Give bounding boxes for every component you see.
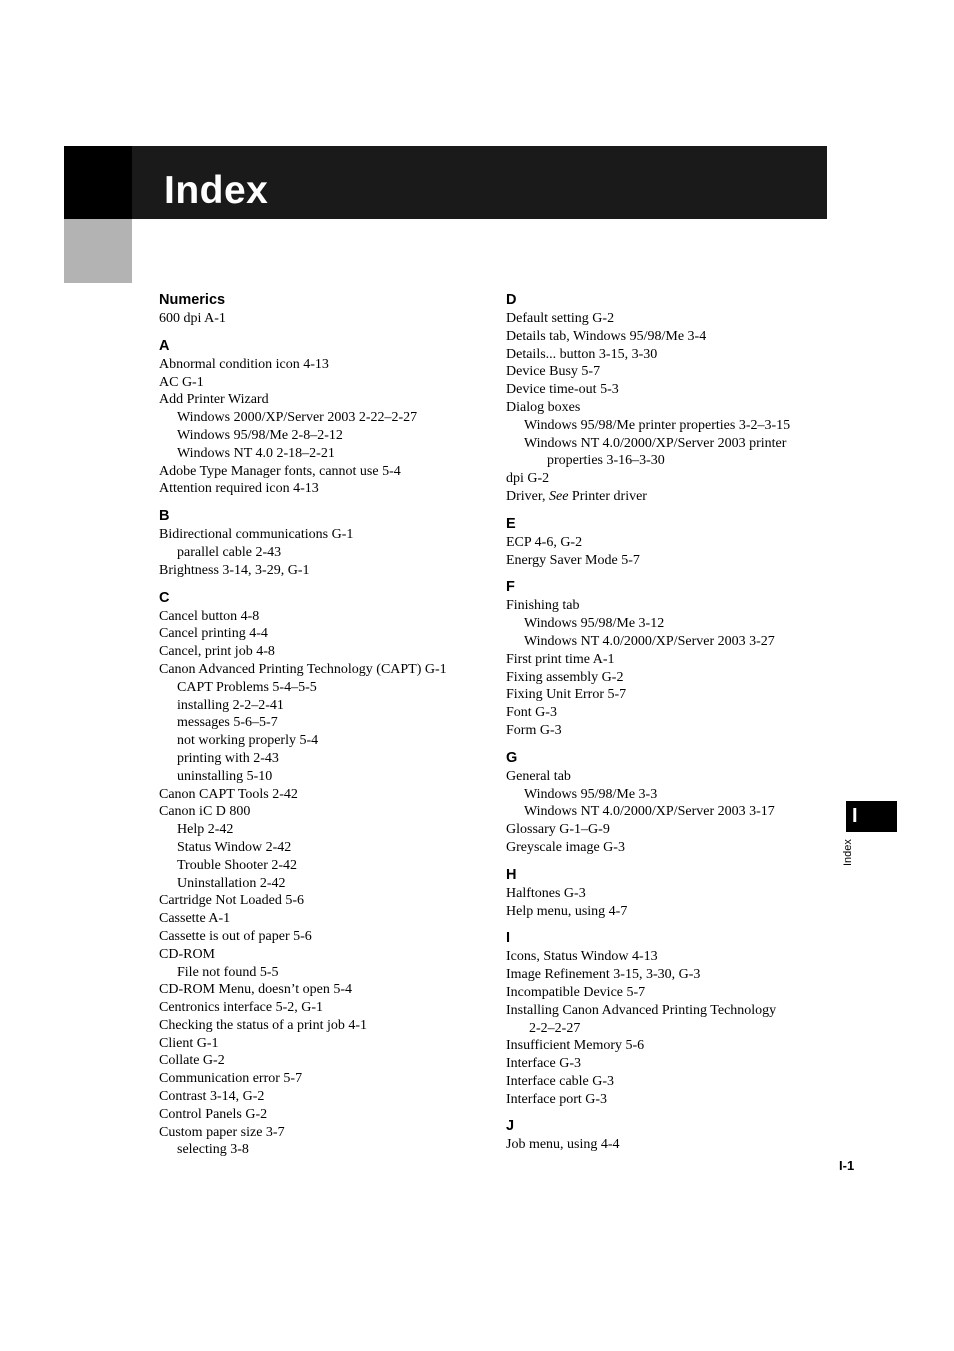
index-entry: 600 dpi A-1: [159, 311, 226, 326]
index-subentry: Windows NT 4.0/2000/XP/Server 2003 3-17: [524, 804, 775, 820]
index-entry: Cancel button 4-8: [159, 608, 260, 624]
section-heading: A: [159, 337, 170, 354]
index-subentry: not working properly 5-4: [177, 733, 319, 749]
index-subentry: Uninstallation 2-42: [177, 875, 286, 891]
index-entry: Cassette A-1: [159, 911, 231, 927]
index-entry: Form G-3: [506, 722, 562, 738]
index-entry: General tab: [506, 768, 571, 784]
index-entry: Bidirectional communications G-1: [159, 527, 354, 543]
index-entry: Collate G-2: [159, 1053, 225, 1069]
index-subentry: messages 5-6–5-7: [177, 715, 278, 731]
index-entry: Control Panels G-2: [159, 1106, 268, 1122]
page-number: I-1: [839, 1158, 855, 1173]
section-heading: Numerics: [159, 292, 226, 308]
index-entry: Brightness 3-14, 3-29, G-1: [159, 562, 310, 578]
index-entry: Contrast 3-14, G-2: [159, 1089, 265, 1105]
index-subentry: Windows NT 4.0/2000/XP/Server 2003 printer: [524, 435, 787, 451]
index-section: [506, 749, 826, 857]
index-subentry: File not found 5-5: [177, 964, 279, 980]
index-entry: CD-ROM: [159, 946, 216, 962]
index-section: [506, 515, 826, 570]
section-heading: G: [506, 749, 518, 766]
index-entry: Image Refinement 3-15, 3-30, G-3: [506, 967, 701, 983]
index-entry: ECP 4-6, G-2: [506, 534, 583, 550]
index-entry: Energy Saver Mode 5-7: [506, 552, 640, 568]
header-corner-block: [64, 146, 132, 219]
index-entry: Abnormal condition icon 4-13: [159, 356, 329, 372]
index-entry: Fixing assembly G-2: [506, 669, 624, 685]
index-entry: Add Printer Wizard: [159, 392, 269, 408]
index-subentry: Help 2-42: [177, 822, 234, 838]
index-entry: Interface cable G-3: [506, 1073, 615, 1089]
index-section: [159, 507, 479, 579]
index-entry: Default setting G-2: [506, 311, 615, 326]
index-subentry: Windows 2000/XP/Server 2003 2-22–2-27: [177, 410, 418, 426]
index-entry: Driver, See Printer driver: [506, 488, 647, 504]
index-entry: Device time-out 5-3: [506, 382, 619, 398]
index-subentry: Trouble Shooter 2-42: [177, 857, 298, 873]
index-entry: Dialog boxes: [506, 399, 581, 415]
index-section: [506, 291, 826, 506]
index-subentry: Windows 95/98/Me printer properties 3-2–3-15: [524, 417, 791, 433]
page-title: Index: [164, 169, 269, 212]
index-subentry: Status Window 2-42: [177, 839, 292, 855]
index-entry: First print time A-1: [506, 651, 615, 667]
index-entry: Insufficient Memory 5-6: [506, 1038, 645, 1054]
index-subentry: selecting 3-8: [177, 1142, 249, 1158]
index-section: [506, 929, 826, 1108]
index-entry: CD-ROM Menu, doesn’t open 5-4: [159, 982, 353, 998]
index-subentry: Windows 95/98/Me 3-3: [524, 786, 658, 802]
index-entry: AC G-1: [159, 374, 204, 390]
index-entry: Glossary G-1–G-9: [506, 822, 610, 838]
index-subentry: CAPT Problems 5-4–5-5: [177, 679, 317, 695]
index-section: [506, 866, 826, 921]
index-entry: Icons, Status Window 4-13: [506, 949, 658, 965]
section-heading: I: [506, 930, 511, 947]
index-entry: Adobe Type Manager fonts, cannot use 5-4: [159, 463, 401, 479]
index-entry: Finishing tab: [506, 598, 580, 614]
index-entry: Attention required icon 4-13: [159, 481, 319, 497]
section-heading: J: [506, 1118, 515, 1135]
index-subentry: uninstalling 5-10: [177, 768, 273, 784]
index-entry: Client G-1: [159, 1035, 219, 1051]
index-entry: Centronics interface 5-2, G-1: [159, 1000, 324, 1016]
index-entry: properties 3-16–3-30: [547, 453, 665, 469]
index-entry: Cancel, print job 4-8: [159, 644, 275, 660]
index-column-left: [159, 291, 479, 1159]
index-entry: Cassette is out of paper 5-6: [159, 928, 312, 944]
index-entry: Canon iC D 800: [159, 804, 251, 820]
index-subentry: Windows 95/98/Me 3-12: [524, 616, 665, 632]
index-entry: Details tab, Windows 95/98/Me 3-4: [506, 328, 707, 344]
index-entry: Communication error 5-7: [159, 1071, 303, 1087]
header-corner-gray-block: [64, 219, 132, 283]
index-entry: Interface G-3: [506, 1056, 582, 1072]
index-subentry: installing 2-2–2-41: [177, 697, 284, 713]
index-entry: Incompatible Device 5-7: [506, 984, 646, 1000]
index-section: [506, 1117, 826, 1154]
index-subentry: Windows NT 4.0/2000/XP/Server 2003 3-27: [524, 633, 775, 649]
index-column-right: [506, 291, 826, 1154]
index-entry: Fixing Unit Error 5-7: [506, 687, 627, 703]
index-entry: Custom paper size 3-7: [159, 1124, 285, 1140]
index-entry: Installing Canon Advanced Printing Technology: [506, 1002, 777, 1018]
index-section: [159, 337, 479, 498]
index-subentry: Windows NT 4.0 2-18–2-21: [177, 445, 335, 461]
thumb-tab-label: Index: [842, 839, 854, 866]
index-entry: Cartridge Not Loaded 5-6: [159, 893, 305, 909]
index-subentry: printing with 2-43: [177, 750, 279, 766]
index-subentry: parallel cable 2-43: [177, 544, 282, 560]
index-entry: Canon Advanced Printing Technology (CAPT) G-1: [159, 661, 447, 677]
index-entry: Interface port G-3: [506, 1091, 608, 1107]
index-section: [506, 578, 826, 739]
index-entry: Device Busy 5-7: [506, 364, 601, 380]
index-subentry: Windows 95/98/Me 2-8–2-12: [177, 427, 343, 443]
index-entry: Details... button 3-15, 3-30: [506, 346, 658, 362]
index-entry: Halftones G-3: [506, 885, 586, 901]
section-heading: B: [159, 508, 170, 525]
index-entry: Canon CAPT Tools 2-42: [159, 786, 298, 802]
index-entry: Help menu, using 4-7: [506, 903, 628, 919]
section-heading: D: [506, 292, 517, 308]
section-heading: F: [506, 579, 515, 596]
index-entry: Greyscale image G-3: [506, 839, 625, 855]
index-entry: 2-2–2-27: [529, 1020, 581, 1036]
section-heading: E: [506, 515, 516, 532]
index-section: [159, 589, 479, 1160]
section-heading: C: [159, 589, 170, 606]
index-entry: Checking the status of a print job 4-1: [159, 1017, 368, 1033]
index-entry: Font G-3: [506, 705, 557, 721]
section-heading: H: [506, 866, 517, 883]
index-section: [159, 291, 479, 328]
index-entry: Cancel printing 4-4: [159, 626, 268, 642]
index-entry: dpi G-2: [506, 471, 550, 487]
thumb-tab-letter: I: [852, 805, 858, 827]
index-entry: Job menu, using 4-4: [506, 1137, 620, 1153]
